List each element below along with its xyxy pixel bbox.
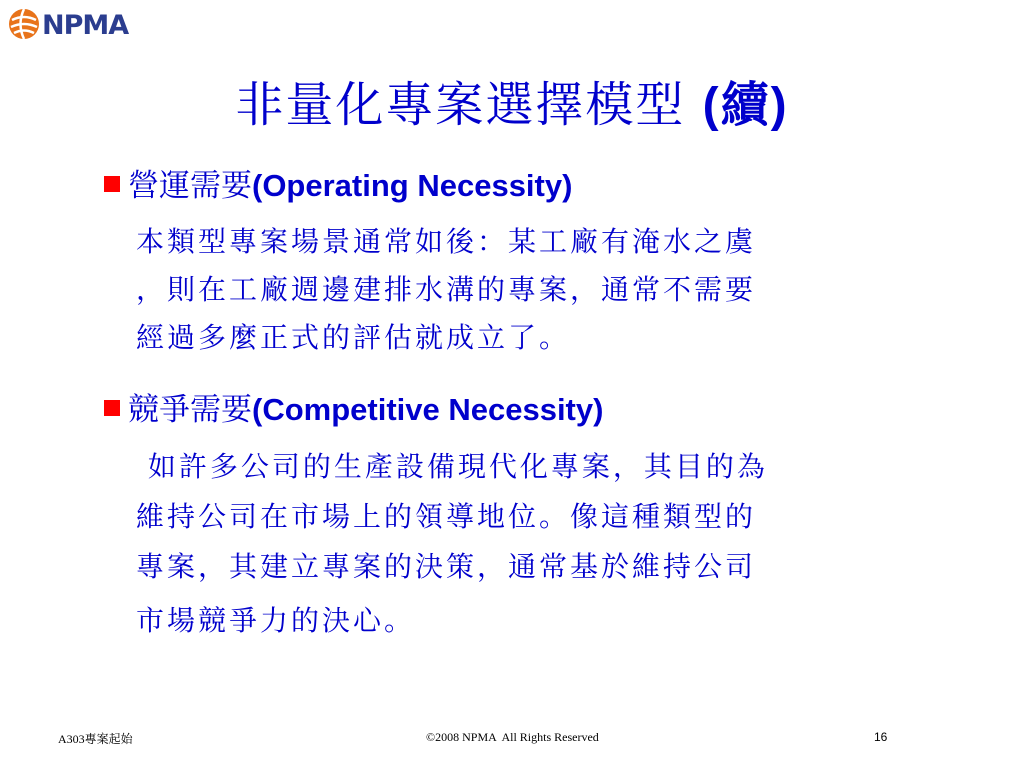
bullet-square-icon <box>104 400 120 416</box>
paragraph-line: 市場競爭力的決心。 <box>136 604 416 637</box>
bullet-label-cjk: 營運需要 <box>128 168 252 204</box>
bullet-label-cjk: 競爭需要 <box>128 392 252 428</box>
paragraph-line: ，則在工廠週邊建排水溝的專案，通常不需要 <box>136 273 757 306</box>
paragraph-operating <box>136 218 936 362</box>
paragraph-line: 維持公司在市場上的領導地位。像這種類型的 <box>136 500 757 533</box>
title-paren: (續) <box>702 79 789 132</box>
page-number: 16 <box>874 730 888 744</box>
bullet-square-icon <box>104 176 120 192</box>
bullet-operating-necessity <box>104 160 572 205</box>
npma-logo <box>8 4 148 44</box>
paragraph-line: 如許多公司的生產設備現代化專案，其目的為 <box>136 450 768 483</box>
paragraph-line: 經過多麼正式的評估就成立了。 <box>136 321 571 354</box>
paragraph-competitive <box>136 442 936 646</box>
paragraph-line: 專案，其建立專案的決策，通常基於維持公司 <box>136 550 757 583</box>
footer-copyright: ©2008 NPMA All Rights Reserved <box>426 730 599 744</box>
bullet-label-en: (Competitive Necessity) <box>252 392 604 427</box>
paragraph-line: 本類型專案場景通常如後：某工廠有淹水之虞 <box>136 225 757 258</box>
footer-course-code: A303專案起始 <box>58 732 133 746</box>
title-cjk: 非量化專案選擇模型 <box>235 77 703 133</box>
globe-icon <box>8 8 40 40</box>
bullet-label-en: (Operating Necessity) <box>252 168 573 203</box>
bullet-competitive-necessity <box>104 384 603 429</box>
logo-text: NPMA <box>42 10 129 41</box>
slide-title <box>0 66 1024 135</box>
